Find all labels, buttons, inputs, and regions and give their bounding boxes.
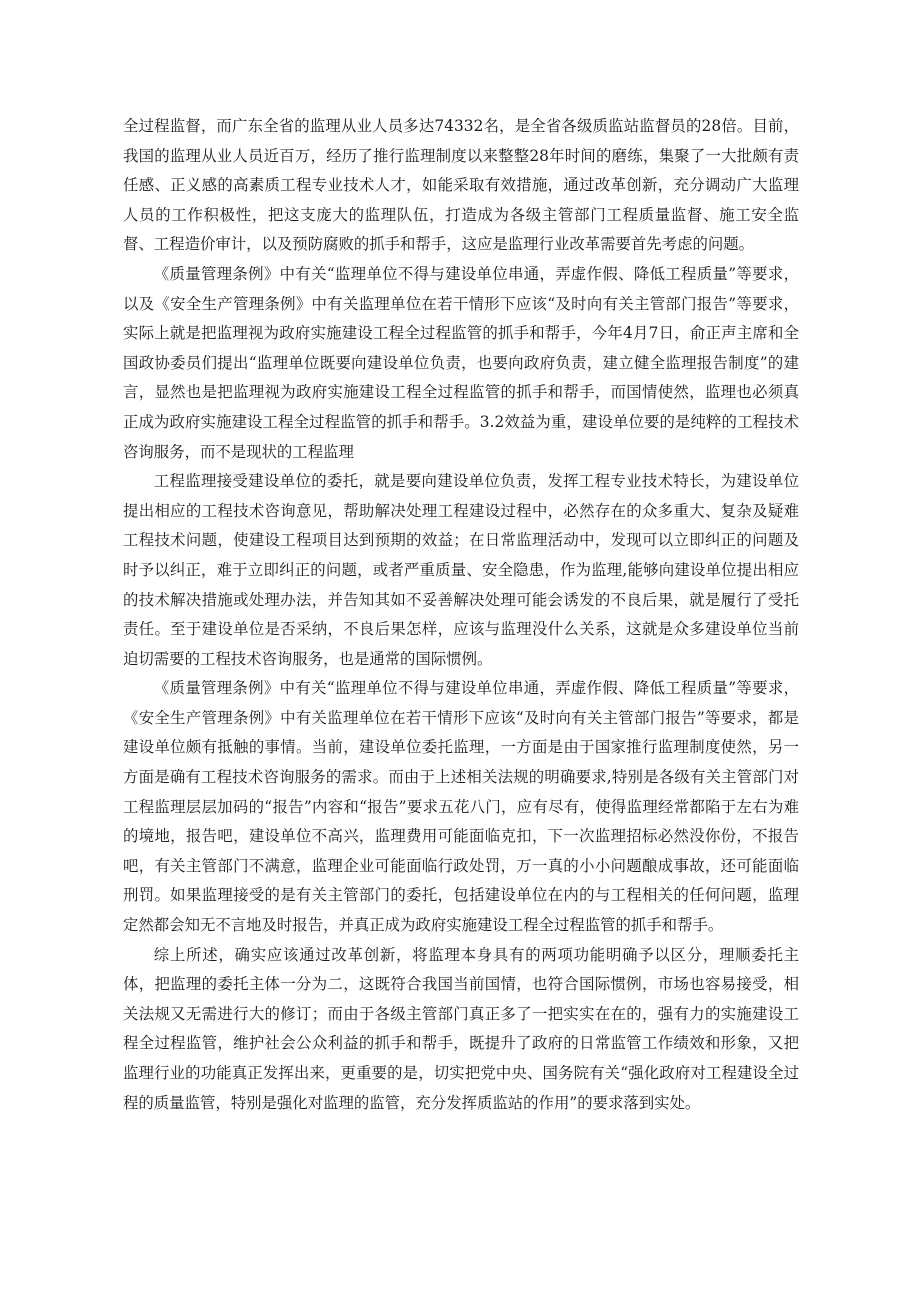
- paragraph-3: 工程监理接受建设单位的委托，就是要向建设单位负责，发挥工程专业技术特长，为建设单位提出相应的工程技术咨询意见，帮助解决处理工程建设过程中，必然存在的众多重大、复杂及疑难工程技术问题，使建设工程项目达到预期的效益；在日常监理活动中，发现可以立即纠正的问题及时予以纠正，难于立即纠正的问题，或者严重质量、安全隐患，作为监理,能够向建设单位提出相应的技术解决措施或处理办法，并告知其如不妥善解决处理可能会诱发的不良后果，就是履行了受托责任。至于建设单位是否采纳，不良后果怎样，应该与监理没什么关系，这就是众多建设单位当前迫切需要的工程技术咨询服务，也是通常的国际惯例。: [123, 472, 799, 668]
- paragraph-1: 全过程监督，而广东全省的监理从业人员多达74332名，是全省各级质监站监督员的28倍。目前，我国的监理从业人员近百万，经历了推行监理制度以来整整28年时间的磨练，集聚了一大批颇有责任感、正义感的高素质工程专业技术人才，如能采取有效措施，通过改革创新，充分调动广大监理人员的工作积极性，把这支庞大的监理队伍，打造成为各级主管部门工程质量监督、施工安全监督、工程造价审计，以及预防腐败的抓手和帮手，这应是监理行业改革需要首先考虑的问题。: [123, 117, 799, 254]
- paragraph-2: 《质量管理条例》中有关“监理单位不得与建设单位串通，弄虚作假、降低工程质量”等要求，以及《安全生产管理条例》中有关监理单位在若干情形下应该“及时向有关主管部门报告”等要求，实际上就是把监理视为政府实施建设工程全过程监管的抓手和帮手，今年4月7日，俞正声主席和全国政协委员们提出“监理单位既要向建设单位负责，也要向政府负责，建立健全监理报告制度”的建言，显然也是把监理视为政府实施建设工程全过程监管的抓手和帮手，而国情使然，监理也必须真正成为政府实施建设工程全过程监管的抓手和帮手。3.2效益为重，建设单位要的是纯粹的工程技术咨询服务，而不是现状的工程监理: [123, 264, 799, 461]
- paragraph-5: 综上所述，确实应该通过改革创新，将监理本身具有的两项功能明确予以区分，理顺委托主体，把监理的委托主体一分为二，这既符合我国当前国情，也符合国际惯例，市场也容易接受，相关法规又无需进行大的修订；而由于各级主管部门真正多了一把实实在在的，强有力的实施建设工程全过程监管，维护社会公众利益的抓手和帮手，既提升了政府的日常监管工作绩效和形象，又把监理行业的功能真正发挥出来，更重要的是，切实把党中央、国务院有关“强化政府对工程建设全过程的质量监管，特别是强化对监理的监管，充分发挥质监站的作用”的要求落到实处。: [123, 945, 799, 1112]
- document-body: [123, 112, 799, 1118]
- paragraph-4: 《质量管理条例》中有关“监理单位不得与建设单位串通，弄虚作假、降低工程质量”等要求，《安全生产管理条例》中有关监理单位在若干情形下应该“及时向有关主管部门报告”等要求，都是建设单位颇有抵触的事情。当前，建设单位委托监理，一方面是由于国家推行监理制度使然，另一方面是确有工程技术咨询服务的需求。而由于上述相关法规的明确要求,特别是各级有关主管部门对工程监理层层加码的“报告”内容和“报告”要求五花八门，应有尽有，使得监理经常都陷于左右为难的境地，报告吧，建设单位不高兴，监理费用可能面临克扣，下一次监理招标必然没你份，不报告吧，有关主管部门不满意，监理企业可能面临行政处罚，万一真的小小问题酿成事故，还可能面临刑罚。如果监理接受的是有关主管部门的委托，包括建设单位在内的与工程相关的任何问题，监理定然都会知无不言地及时报告，并真正成为政府实施建设工程全过程监管的抓手和帮手。: [123, 679, 799, 935]
